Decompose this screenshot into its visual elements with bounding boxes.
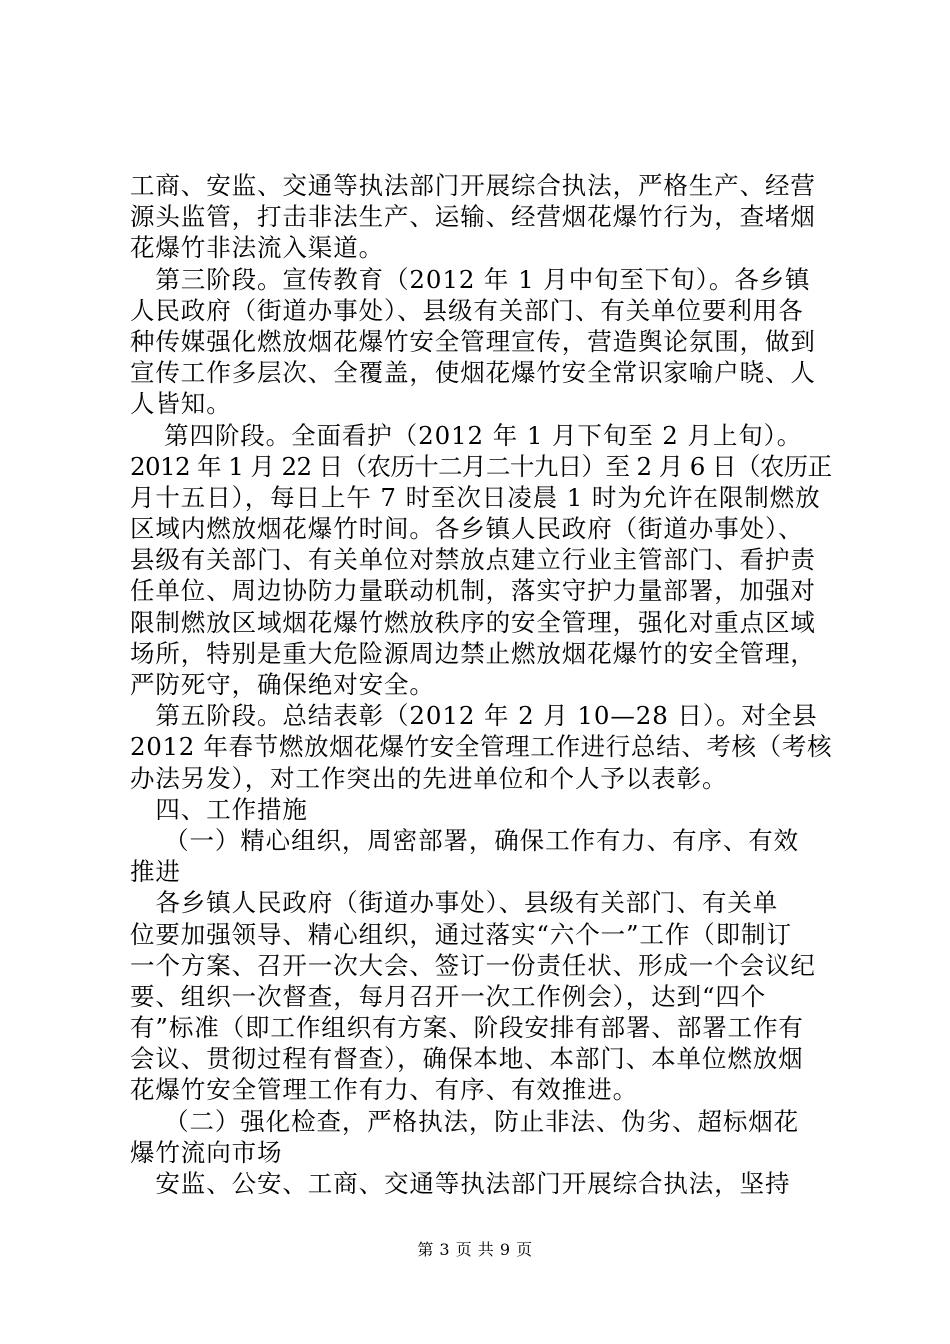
text-line: （一）精心组织，周密部署，确保工作有力、有序、有效 — [130, 825, 800, 855]
text-line: 办法另发），对工作突出的先进单位和个人予以表彰。 — [130, 763, 728, 793]
text-line: 第三阶段。宣传教育（2012 年 1 月中旬至下旬）。各乡镇 — [130, 264, 811, 294]
text-line: 工商、安监、交通等执法部门开展综合执法，严格生产、经营 — [130, 171, 816, 200]
text-line: 种传媒强化燃放烟花爆竹安全管理宣传，营造舆论氛围，做到 — [130, 326, 816, 356]
text-line: 2012 年春节燃放烟花爆竹安全管理工作进行总结、考核（考核 — [130, 732, 833, 762]
text-line: 月十五日），每日上午 7 时至次日凌晨 1 时为允许在限制燃放 — [130, 482, 821, 512]
text-line: 严防死守，确保绝对安全。 — [130, 670, 435, 699]
text-line: 区域内燃放烟花爆竹时间。各乡镇人民政府（街道办事处）、 — [130, 514, 804, 544]
text-line: 第五阶段。总结表彰（2012 年 2 月 10—28 日）。对全县 — [130, 701, 818, 731]
text-line: 县级有关部门、有关单位对禁放点建立行业主管部门、看护责 — [130, 545, 816, 575]
text-line: 源头监管，打击非法生产、运输、经营烟花爆竹行为，查堵烟 — [130, 202, 816, 232]
text-line: 推进 — [130, 857, 181, 887]
text-line: 宣传工作多层次、全覆盖，使烟花爆竹安全常识家喻户晓、人 — [130, 358, 816, 388]
document-body — [130, 170, 835, 1199]
text-line: 花爆竹非法流入渠道。 — [130, 233, 384, 263]
text-line: 四、工作措施 — [130, 794, 308, 824]
text-line: 一个方案、召开一次大会、签订一份责任状、形成一个会议纪 — [130, 950, 816, 980]
text-line: 2012 年 1 月 22 日（农历十二月二十九日）至 2 月 6 日（农历正 — [130, 451, 832, 481]
text-line: 人皆知。 — [130, 389, 232, 419]
text-line: 第四阶段。全面看护（2012 年 1 月下旬至 2 月上旬）。 — [130, 420, 803, 450]
text-line: 人民政府（街道办事处）、县级有关部门、有关单位要利用各 — [130, 295, 804, 325]
text-line: （二）强化检查，严格执法，防止非法、伪劣、超标烟花 — [130, 1106, 800, 1136]
text-line: 爆竹流向市场 — [130, 1137, 283, 1167]
text-line: 位要加强领导、精心组织，通过落实“六个一”工作（即制订 — [130, 919, 792, 949]
text-line: 安监、公安、工商、交通等执法部门开展综合执法，坚持 — [130, 1169, 791, 1198]
text-line: 限制燃放区域烟花爆竹燃放秩序的安全管理，强化对重点区域 — [130, 607, 816, 637]
page-footer: 第 3 页 共 9 页 — [417, 1240, 533, 1259]
text-line: 任单位、周边协防力量联动机制，落实守护力量部署，加强对 — [130, 576, 816, 606]
text-line: 会议、贯彻过程有督查），确保本地、本部门、本单位燃放烟 — [130, 1044, 804, 1074]
text-line: 有”标准（即工作组织有方案、阶段安排有部署、部署工作有 — [130, 1013, 804, 1043]
text-line: 场所，特别是重大危险源周边禁止燃放烟花爆竹的安全管理， — [130, 638, 816, 668]
text-line: 各乡镇人民政府（街道办事处）、县级有关部门、有关单 — [130, 888, 779, 918]
text-line: 花爆竹安全管理工作有力、有序、有效推进。 — [130, 1075, 638, 1105]
text-line: 要、组织一次督查，每月召开一次工作例会），达到“四个 — [130, 981, 767, 1011]
